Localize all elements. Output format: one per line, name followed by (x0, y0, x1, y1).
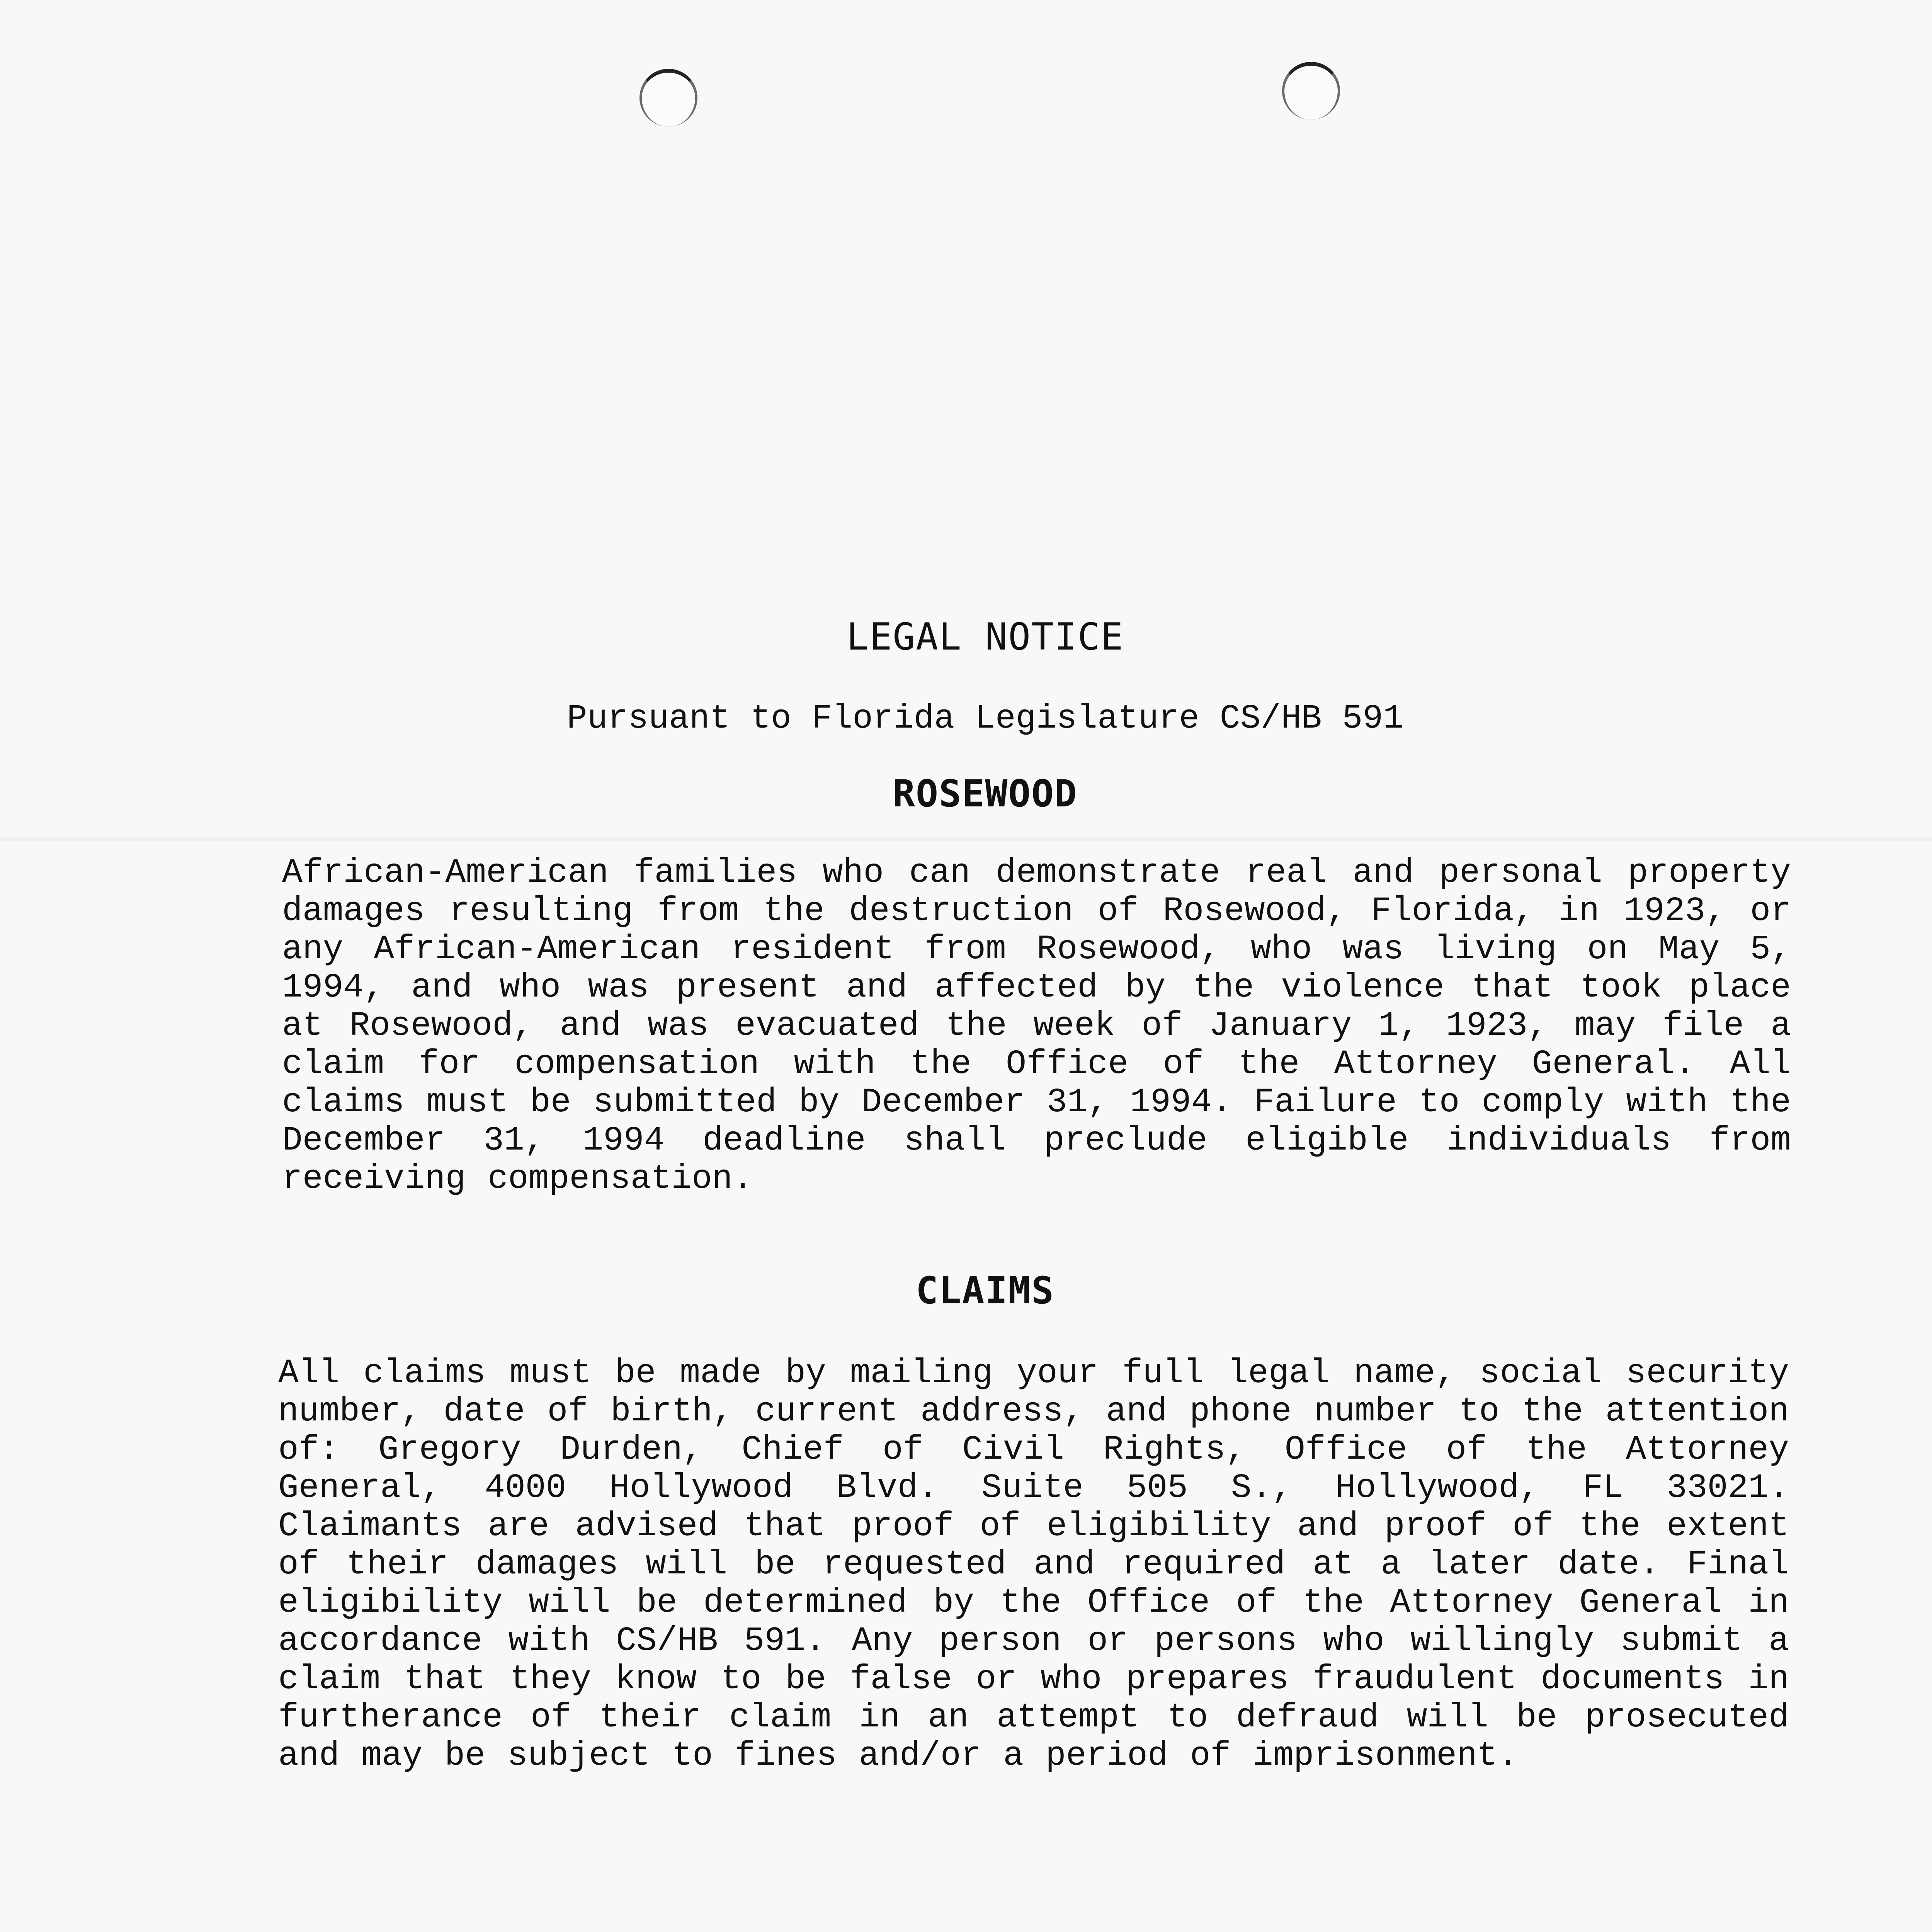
rosewood-paragraph: African-American families who can demonstrate real and personal property damages resulting from the destruction of Rosewood, Florida, in 1923, or any African-American resident from Rosewood, who was living on May 5, 1994, and who was present and affected by the violence that took place at Rosewood, and was evacuated the week of January 1, 1923, may file a claim for compensation with the Office of the Attorney General. All claims must be submitted by December 31, 1994. Failure to comply with the December 31, 1994 deadline shall preclude eligible individuals from receiving compensation. (282, 854, 1791, 1198)
claims-paragraph: All claims must be made by mailing your full legal name, social security number, date of birth, current address, and phone number to the attention of: Gregory Durden, Chief of Civil Rights, Office of the Attorney General, 4000 Hollywood Blvd. Suite 505 S., Hollywood, FL 33021. Claimants are advised that proof of eligibility and proof of the extent of their damages will be requested and required at a later date. Final eligibility will be determined by the Office of the Attorney General in accordance with CS/HB 591. Any person or persons who willingly submit a claim that they know to be false or who prepares fraudulent documents in furtherance of their claim in an attempt to defraud will be prosecuted and may be subject to fines and/or a period of imprisonment. (278, 1354, 1789, 1775)
punch-hole-right (1282, 62, 1340, 120)
fold-line (0, 837, 1932, 842)
punch-hole-left (639, 69, 697, 127)
page-subtitle: Pursuant to Florida Legislature CS/HB 591 (566, 700, 1404, 738)
page-title: LEGAL NOTICE (846, 615, 1124, 658)
section-heading-rosewood: ROSEWOOD (893, 772, 1078, 815)
section-heading-claims: CLAIMS (916, 1269, 1054, 1312)
